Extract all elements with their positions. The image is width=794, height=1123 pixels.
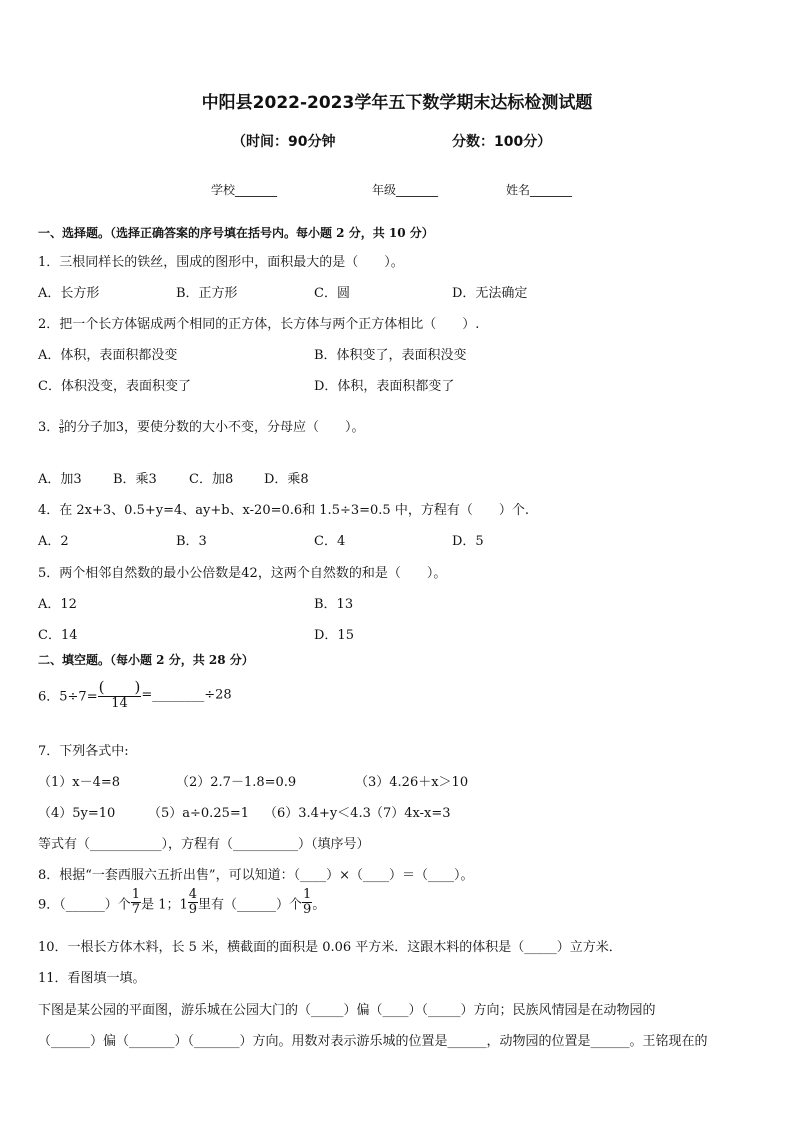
q9-fraction-2-numerator: 4 — [188, 887, 198, 902]
question-9[interactable] — [38, 888, 325, 918]
q7-item-2: （2）2.7－1.8=0.9 — [176, 775, 297, 790]
q3-fraction-denominator: 8 — [59, 427, 64, 435]
question-8[interactable]: 8．根据“一套西服六五折出售”，可以知道：（____）×（____）＝（____）。 — [38, 868, 474, 883]
q5-option-d[interactable]: D．15 — [314, 628, 354, 643]
q9-fraction-3-denominator: 9 — [303, 902, 312, 918]
exam-time: （时间：90分钟 — [232, 134, 336, 150]
q7-answer-line[interactable]: 等式有（___________），方程有（__________）（填序号） — [38, 837, 370, 852]
name-field[interactable]: 姓名_______ — [506, 183, 573, 197]
q9-fraction-2 — [188, 888, 198, 918]
section-fill-heading: 二、填空题。（每小题 2 分，共 28 分） — [38, 653, 254, 667]
q4-option-b[interactable]: B．3 — [176, 534, 207, 549]
q6-fraction-numerator-blank[interactable]: ( ) — [98, 678, 141, 696]
q9-fraction-3 — [302, 888, 312, 918]
q9-fraction-3-numerator: 1 — [303, 887, 312, 902]
q9-part-d: 。 — [312, 897, 326, 913]
q1-option-b[interactable]: B．正方形 — [176, 286, 238, 301]
grade-field[interactable]: 年级_______ — [372, 183, 439, 197]
q9-part-c: 里有（______）个 — [198, 897, 303, 913]
page-title: 中阳县2022-2023学年五下数学期末达标检测试题 — [201, 93, 593, 113]
q7-item-3: （3）4.26＋x＞10 — [355, 775, 469, 790]
q11-line-2[interactable]: （______）偏（_______）（_______）方向。用数对表示游乐城的位置是______，动物园的位置是______。王铭现在的 — [38, 1034, 708, 1049]
q4-option-a[interactable]: A．2 — [38, 534, 69, 549]
q3-text: 的分子加3，要使分数的大小不变，分母应（ ）。 — [63, 420, 365, 435]
section-choice-heading: 一、选择题。（选择正确答案的序号填在括号内。每小题 2 分，共 10 分） — [38, 226, 434, 240]
q6-fraction-denominator: 14 — [111, 695, 128, 711]
q7-item-5: （5）a÷0.25=1 — [148, 806, 250, 821]
q7-item-4: （4）5y=10 — [38, 806, 116, 821]
q6-prefix: 6．5÷7= — [38, 689, 98, 705]
q3-fraction-numerator: 3 — [59, 419, 64, 427]
q6-suffix: =________÷28 — [141, 687, 232, 703]
q1-option-d[interactable]: D．无法确定 — [452, 286, 528, 301]
question-2: 2．把一个长方体锯成两个相同的正方体，长方体与两个正方体相比（ ）. — [38, 317, 480, 332]
school-field[interactable]: 学校_______ — [211, 183, 278, 197]
question-1: 1．三根同样长的铁丝，围成的图形中，面积最大的是（ ）。 — [38, 255, 404, 270]
q9-fraction-2-denominator: 9 — [188, 902, 198, 918]
q9-part-b: 是 1；1 — [141, 897, 188, 913]
question-6 — [38, 679, 232, 711]
q2-option-a[interactable]: A．体积，表面积都没变 — [38, 348, 178, 363]
q3-option-c[interactable]: C．加8 — [189, 472, 234, 487]
q2-option-c[interactable]: C．体积没变，表面积变了 — [38, 379, 191, 394]
q3-option-d[interactable]: D．乘8 — [264, 472, 309, 487]
question-7: 7．下列各式中: — [38, 744, 129, 759]
q7-item-7: （7）4x-x=3 — [370, 806, 451, 821]
question-10[interactable]: 10．一根长方体木料，长 5 米，横截面的面积是 0.06 平方米．这跟木料的体积是（_____）立方米． — [38, 940, 622, 955]
question-11: 11．看图填一填。 — [38, 971, 146, 986]
q9-fraction-1-denominator: 7 — [131, 902, 141, 918]
q2-option-d[interactable]: D．体积，表面积都变了 — [314, 379, 455, 394]
q2-option-b[interactable]: B．体积变了，表面积没变 — [314, 348, 467, 363]
q9-fraction-1-numerator: 1 — [131, 887, 141, 902]
q6-fraction — [98, 679, 142, 711]
question-3 — [38, 416, 365, 435]
q3-option-b[interactable]: B．乘3 — [113, 472, 157, 487]
q9-fraction-1 — [131, 888, 141, 918]
q5-option-b[interactable]: B．13 — [314, 597, 354, 612]
q3-option-a[interactable]: A．加3 — [38, 472, 82, 487]
q4-option-d[interactable]: D．5 — [452, 534, 484, 549]
q9-part-a: 9．（______）个 — [38, 897, 131, 913]
q7-item-1: （1）x－4=8 — [38, 775, 121, 790]
q7-item-6: （6）3.4+y＜4.3 — [264, 806, 371, 821]
q5-option-c[interactable]: C．14 — [38, 628, 78, 643]
q1-option-a[interactable]: A．长方形 — [38, 286, 100, 301]
exam-score: 分数：100分） — [452, 134, 552, 150]
question-4: 4．在 2x+3、0.5+y=4、ay+b、x-20=0.6和 1.5÷3=0.5 中，方程有（ ）个. — [38, 503, 529, 518]
question-5: 5．两个相邻自然数的最小公倍数是42，这两个自然数的和是（ ）。 — [38, 566, 447, 581]
q5-option-a[interactable]: A．12 — [38, 597, 77, 612]
q4-option-c[interactable]: C．4 — [314, 534, 346, 549]
q11-line-1[interactable]: 下图是某公园的平面图，游乐城在公园大门的（_____）偏（____）（_____）方向；民族风情园是在动物园的 — [38, 1003, 656, 1018]
q3-number: 3． — [38, 420, 60, 435]
q1-option-c[interactable]: C．圆 — [314, 286, 350, 301]
